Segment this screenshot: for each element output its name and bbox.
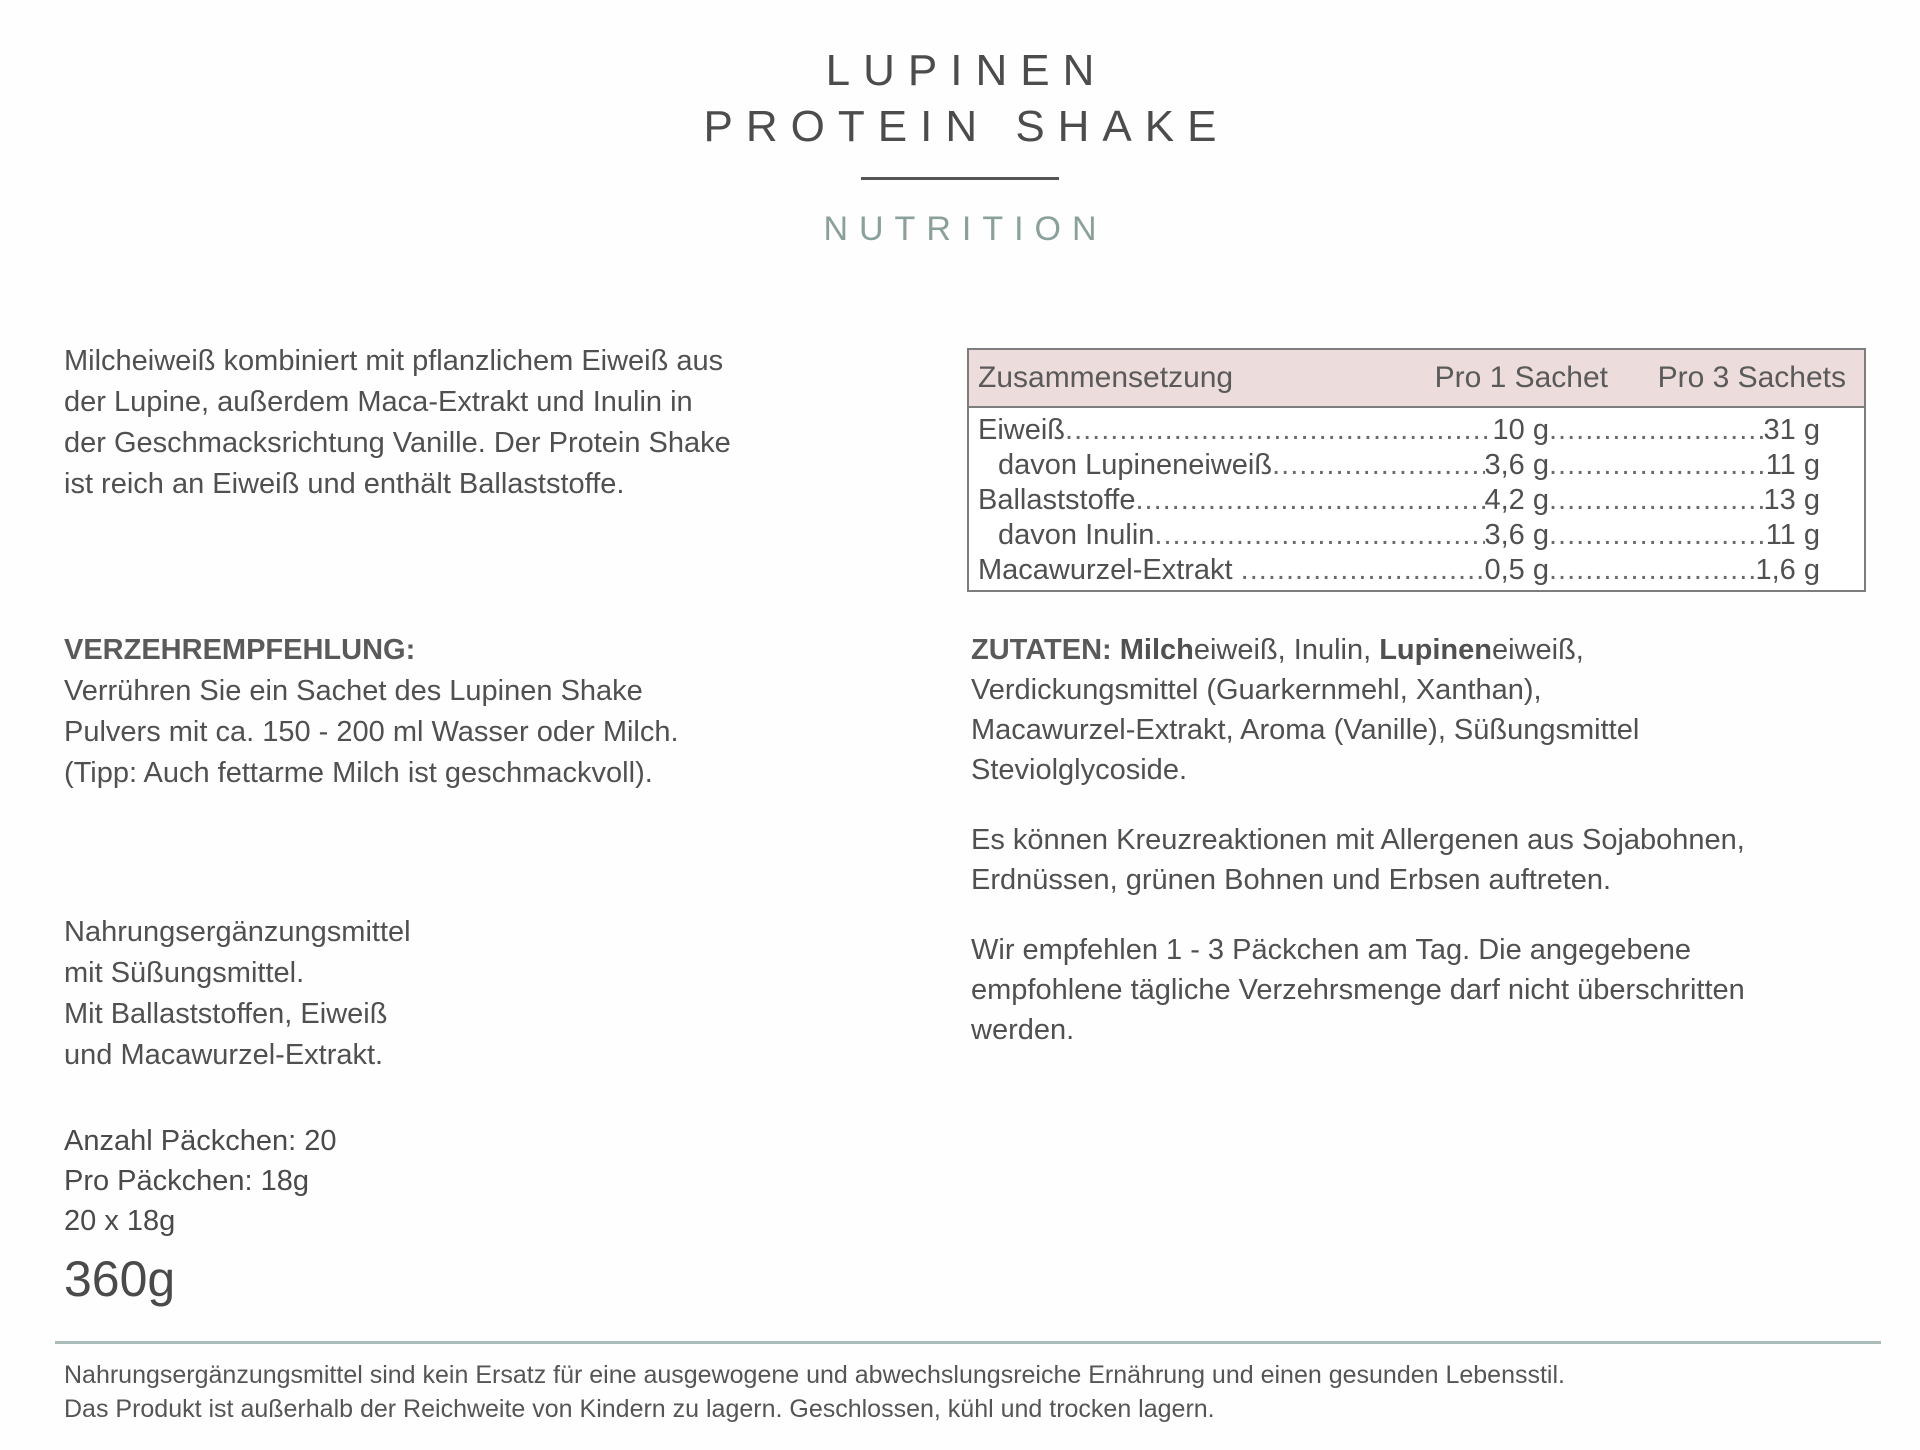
nutrient-name: Ballaststoffe (978, 484, 1136, 516)
header-per-3-sachets: Pro 3 Sachets (1657, 361, 1846, 394)
header-per-1-sachet: Pro 1 Sachet (1434, 361, 1608, 394)
table-row (969, 449, 1864, 484)
title-divider (861, 177, 1059, 180)
usage-line: Verrühren Sie ein Sachet des Lupinen Shake (64, 675, 643, 707)
table-header (969, 350, 1864, 408)
intro-line: der Lupine, außerdem Maca-Extrakt und Inulin in (64, 386, 693, 418)
usage-heading: VERZEHREMPFEHLUNG: (64, 634, 416, 666)
product-type-line: und Macawurzel-Extrakt. (64, 1039, 384, 1071)
value-per-1: 3,6 g (1484, 449, 1549, 481)
table-row (969, 414, 1864, 449)
value-per-1: 4,2 g (1484, 484, 1549, 516)
ingredients (971, 630, 1871, 790)
dot-leader (1065, 414, 1493, 447)
intro-line: Milcheiweiß kombiniert mit pflanzlichem Eiweiß aus (64, 345, 724, 377)
footer-divider (55, 1341, 1881, 1344)
nutrient-name: Macawurzel-Extrakt (978, 554, 1241, 586)
table-row (969, 484, 1864, 519)
nutrient-name: davon Lupineneiweiß (998, 449, 1273, 481)
footer-disclaimer (64, 1358, 1565, 1426)
value-per-1: 3,6 g (1484, 519, 1549, 551)
allergen-milk: Milch (1119, 634, 1194, 666)
ingredients-text: eiweiß, Inulin, (1193, 634, 1380, 666)
ingredients-line: Steviolglycoside. (971, 754, 1187, 786)
pack-info (64, 1121, 854, 1309)
table-row (969, 554, 1864, 589)
value-per-1: 0,5 g (1484, 554, 1549, 586)
section-subtitle: NUTRITION (823, 210, 1108, 248)
allergy-line: Erdnüssen, grünen Bohnen und Erbsen auftreten. (971, 864, 1612, 896)
allergen-lupine: Lupinen (1379, 634, 1492, 666)
dot-leader (1135, 484, 1484, 517)
product-type-line: mit Süßungsmittel. (64, 957, 305, 989)
ingredients-line: Macawurzel-Extrakt, Aroma (Vanille), Süßungsmittel (971, 714, 1640, 746)
allergy-line: Es können Kreuzreaktionen mit Allergenen aus Sojabohnen, (971, 824, 1745, 856)
dosage-line: empfohlene tägliche Verzehrsmenge darf nicht überschritten (971, 974, 1745, 1006)
nutrient-name: davon Inulin (998, 519, 1155, 551)
dot-leader (1154, 519, 1484, 552)
dot-leader (1549, 519, 1766, 552)
product-title-line2: PROTEIN SHAKE (703, 102, 1230, 151)
value-per-3: 11 g (1765, 449, 1820, 481)
ingredients-text: eiweiß, (1491, 634, 1584, 666)
dot-leader (1549, 484, 1764, 517)
pack-formula: 20 x 18g (64, 1205, 176, 1237)
value-per-3: 11 g (1765, 519, 1820, 551)
product-title-line1: LUPINEN (825, 46, 1108, 95)
dosage-notice (971, 930, 1871, 1050)
header-composition: Zusammensetzung (978, 361, 1234, 394)
usage-recommendation (64, 630, 854, 794)
value-per-3: 31 g (1763, 414, 1820, 446)
usage-line: (Tipp: Auch fettarme Milch ist geschmackvoll). (64, 757, 653, 789)
ingredients-label: ZUTATEN: (971, 634, 1112, 666)
disclaimer-line: Das Produkt ist außerhalb der Reichweite von Kindern zu lagern. Geschlossen, kühl und trocken lagern. (64, 1395, 1215, 1423)
value-per-3: 1,6 g (1755, 554, 1820, 586)
value-per-3: 13 g (1763, 484, 1820, 516)
ingredients-line: Verdickungsmittel (Guarkernmehl, Xanthan), (971, 674, 1542, 706)
disclaimer-line: Nahrungsergänzungsmittel sind kein Ersatz für eine ausgewogene und abwechslungsreiche Ernährung und einen gesunden Lebensstil. (64, 1361, 1565, 1389)
dot-leader (1272, 449, 1484, 482)
allergy-notice (971, 820, 1871, 900)
dosage-line: Wir empfehlen 1 - 3 Päckchen am Tag. Die angegebene (971, 934, 1692, 966)
dot-leader (1549, 554, 1756, 587)
ingredients-first-line (971, 630, 1871, 670)
product-type (64, 912, 854, 1076)
dot-leader (1549, 414, 1764, 447)
table-row (969, 519, 1864, 554)
intro-line: ist reich an Eiweiß und enthält Ballaststoffe. (64, 468, 625, 500)
header (0, 44, 1920, 249)
dot-leader (1241, 554, 1485, 587)
intro-line: der Geschmacksrichtung Vanille. Der Protein Shake (64, 427, 731, 459)
product-type-line: Nahrungsergänzungsmittel (64, 916, 411, 948)
net-weight: 360g (64, 1251, 176, 1307)
nutrient-name: Eiweiß (978, 414, 1066, 446)
pack-weight: Pro Päckchen: 18g (64, 1165, 310, 1197)
dosage-line: werden. (971, 1014, 1075, 1046)
dot-leader (1549, 449, 1766, 482)
value-per-1: 10 g (1492, 414, 1549, 446)
usage-line: Pulvers mit ca. 150 - 200 ml Wasser oder Milch. (64, 716, 679, 748)
composition-table (967, 348, 1866, 592)
table-body (969, 408, 1864, 589)
pack-count: Anzahl Päckchen: 20 (64, 1125, 337, 1157)
product-type-line: Mit Ballaststoffen, Eiweiß (64, 998, 388, 1030)
intro-description (64, 341, 854, 505)
